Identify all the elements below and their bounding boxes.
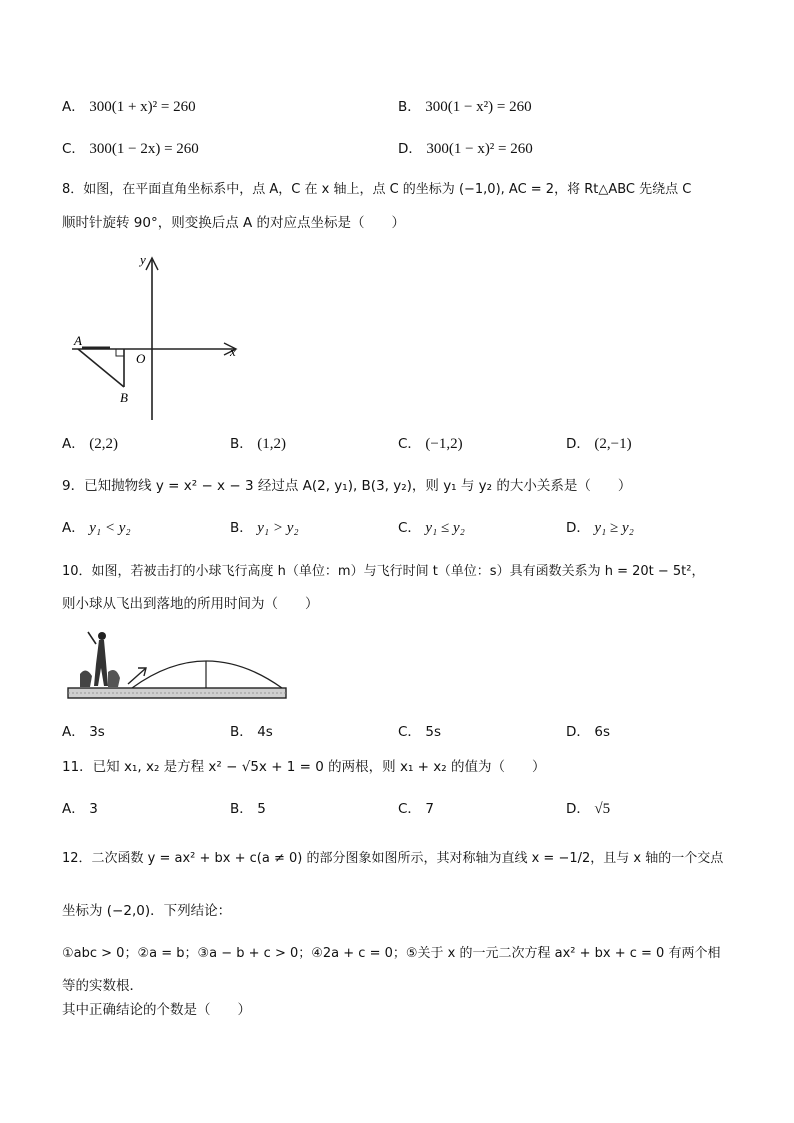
option-expr: 300(1 − 2x) = 260 <box>89 141 199 157</box>
option-label: B． <box>230 724 253 740</box>
option-label: A． <box>62 436 85 452</box>
q10-option-a <box>62 722 105 742</box>
option-expr: y₁ > y₂ <box>257 520 299 536</box>
option-expr: 6s <box>594 724 610 740</box>
q10-option-c <box>398 722 441 742</box>
point-b-label: B <box>120 390 128 405</box>
q10-option-d <box>566 722 610 742</box>
q10-stem-line2: 则小球从飞出到落地的所用时间为（ ） <box>62 596 319 612</box>
option-label: C． <box>62 141 85 157</box>
option-label: C． <box>398 436 421 452</box>
option-label: C． <box>398 520 421 536</box>
q8-coordinate-figure <box>70 252 250 424</box>
q9-option-c <box>398 518 465 538</box>
q11-stem: 11．已知 x₁, x₂ 是方程 x² − √5x + 1 = 0 的两根，则 x₁ + x₂ 的值为（ ） <box>62 759 546 775</box>
option-expr: (2,2) <box>89 436 118 452</box>
option-expr: y₁ ≤ y₂ <box>425 520 465 536</box>
option-expr: 4s <box>257 724 273 740</box>
trajectory-arc <box>132 661 282 688</box>
option-expr: (−1,2) <box>425 436 463 452</box>
option-expr: (1,2) <box>257 436 286 452</box>
q12-stem-line1: 12．二次函数 y = ax² + bx + c(a ≠ 0) 的部分图象如图所示，其对称轴为直线 x = −1/2，且与 x 轴的一个交点 <box>62 851 724 866</box>
golfer-silhouette <box>80 632 120 687</box>
q9-option-b <box>230 518 299 538</box>
option-label: C． <box>398 801 421 817</box>
q7-option-c <box>62 139 199 159</box>
q8-option-c <box>398 434 463 454</box>
q9-stem: 9．已知抛物线 y = x² − x − 3 经过点 A(2, y₁), B(3, y₂)，则 y₁ 与 y₂ 的大小关系是（ ） <box>62 478 632 494</box>
option-expr: 7 <box>425 801 434 817</box>
option-expr: (2,−1) <box>594 436 632 452</box>
q11-option-d <box>566 799 610 819</box>
option-label: D． <box>398 141 422 157</box>
option-expr: 5 <box>257 801 266 817</box>
option-label: A． <box>62 99 85 115</box>
q8-option-a <box>62 434 118 454</box>
q10-option-b <box>230 722 273 742</box>
triangle-side-ab <box>78 349 124 387</box>
point-a-label: A <box>74 333 82 348</box>
origin-label: O <box>136 351 146 366</box>
q12-question: 其中正确结论的个数是（ ） <box>62 1002 251 1018</box>
q7-option-a <box>62 97 196 117</box>
option-expr: √5 <box>594 801 611 817</box>
launch-arrow <box>128 668 146 684</box>
q11-option-a <box>62 799 98 819</box>
option-expr: y₁ ≥ y₂ <box>594 520 634 536</box>
option-expr: 3 <box>89 801 98 817</box>
option-expr: 5s <box>425 724 442 740</box>
option-label: D． <box>566 801 590 817</box>
option-label: B． <box>230 520 253 536</box>
q12-stem-line2: 坐标为 (−2,0)．下列结论： <box>62 903 232 919</box>
option-label: B． <box>230 801 253 817</box>
option-expr: 3s <box>89 724 105 740</box>
option-expr: y₁ < y₂ <box>89 520 131 536</box>
q9-option-d <box>566 518 634 538</box>
option-label: D． <box>566 520 590 536</box>
option-expr: 300(1 − x²) = 260 <box>425 99 532 115</box>
q8-option-b <box>230 434 286 454</box>
right-angle-mark <box>116 349 124 356</box>
option-label: D． <box>566 436 590 452</box>
q11-option-c <box>398 799 434 819</box>
q7-option-b <box>398 97 532 117</box>
q11-option-b <box>230 799 266 819</box>
q8-stem-line1: 8．如图，在平面直角坐标系中，点 A，C 在 x 轴上，点 C 的坐标为 (−1,0), AC = 2，将 Rt△ABC 先绕点 C <box>62 182 692 197</box>
option-label: A． <box>62 520 85 536</box>
option-label: A． <box>62 724 85 740</box>
option-label: C． <box>398 724 421 740</box>
y-label: y <box>140 252 146 267</box>
q9-option-a <box>62 518 131 538</box>
q7-option-d <box>398 139 533 159</box>
option-expr: 300(1 − x)² = 260 <box>426 141 533 157</box>
q8-stem-line2: 顺时针旋转 90°，则变换后点 A 的对应点坐标是（ ） <box>62 215 406 231</box>
q10-golf-figure <box>66 624 290 704</box>
q12-conclusions-line1: ①abc > 0；②a = b；③a − b + c > 0；④2a + c = 0；⑤关于 x 的一元二次方程 ax² + bx + c = 0 有两个相 <box>62 946 721 961</box>
option-expr: 300(1 + x)² = 260 <box>89 99 196 115</box>
q10-stem-line1: 10．如图，若被击打的小球飞行高度 h（单位：m）与飞行时间 t（单位：s）具有函数关系为 h = 20t − 5t²， <box>62 564 705 579</box>
option-label: B． <box>230 436 253 452</box>
option-label: B． <box>398 99 421 115</box>
option-label: D． <box>566 724 590 740</box>
q8-option-d <box>566 434 632 454</box>
option-label: A． <box>62 801 85 817</box>
q12-conclusions-line2: 等的实数根． <box>62 978 143 994</box>
x-label: x <box>230 344 236 359</box>
